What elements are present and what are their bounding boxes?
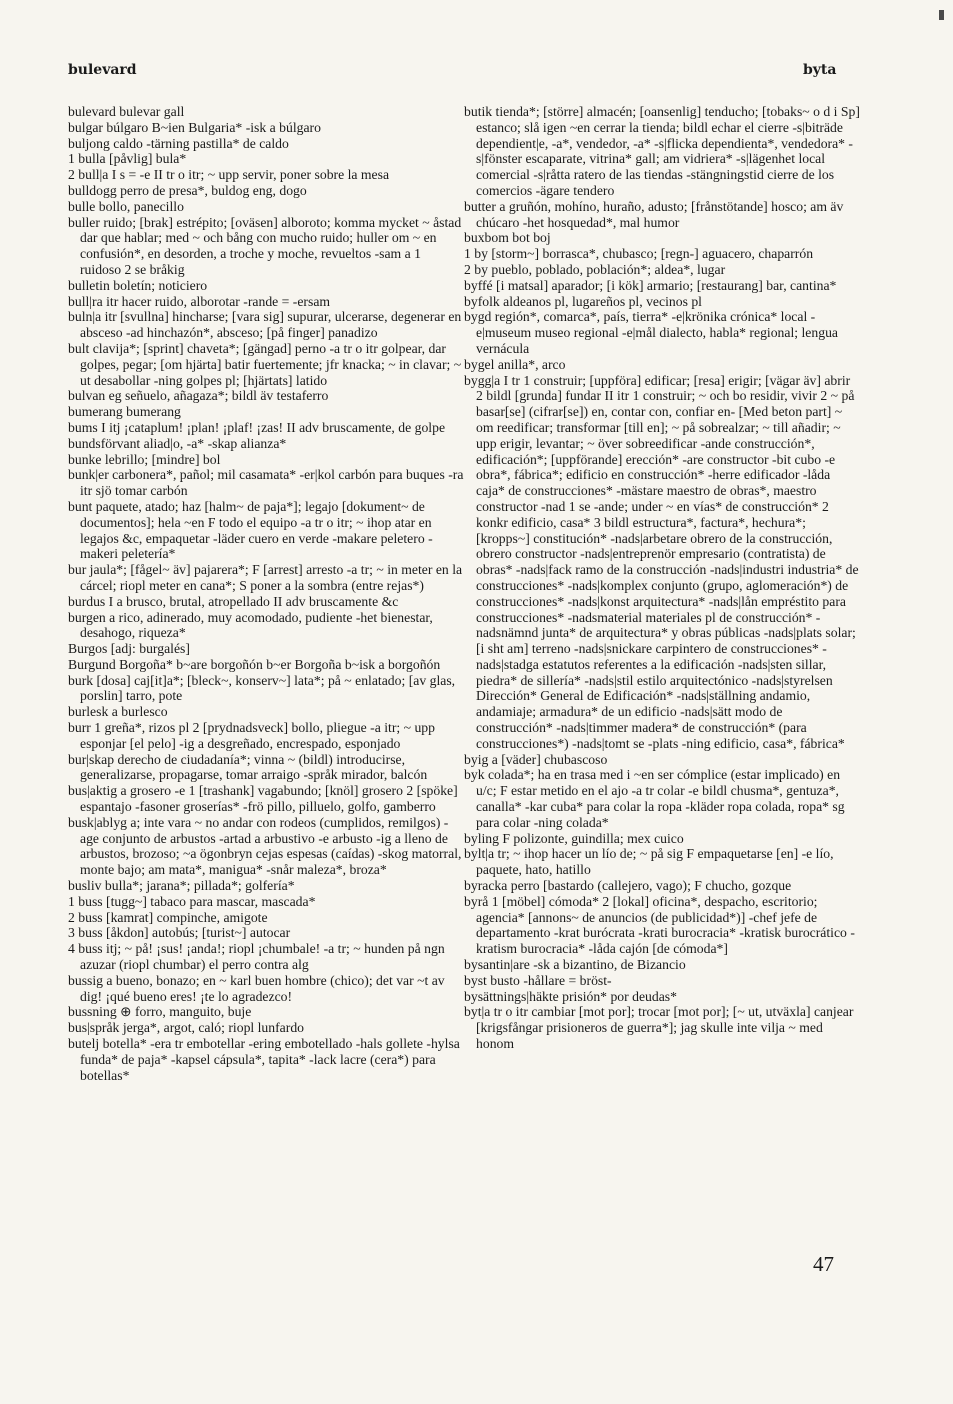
dictionary-entry: buljong caldo -tärning pastilla* de caldo bbox=[68, 135, 289, 151]
dictionary-entry: bulvan eg señuelo, añagaza*; bildl äv testaferro bbox=[68, 388, 329, 404]
dictionary-entry: Burgos [adj: burgalés] bbox=[68, 641, 190, 657]
dictionary-entry: bussig a bueno, bonazo; en ~ karl buen hombre (chico); det var ~t av dig! ¡qué bueno eres! ¡te lo agradezco! bbox=[68, 972, 445, 1004]
dictionary-entry: bulldogg perro de presa*, buldog eng, dogo bbox=[68, 182, 307, 198]
dictionary-entry: bysättnings|häkte prisión* por deudas* bbox=[464, 988, 677, 1004]
dictionary-entry: Burgund Borgoña* b~are borgoñón b~er Borgoña b~isk a borgoñón bbox=[68, 656, 441, 672]
right-column bbox=[464, 104, 860, 1052]
dictionary-entry: butelj botella* -era tr embotellar -ering embotellado -hals gollete -hylsa funda* de paja* -kapsel cápsula*, tapita* -lack lacre (cera*) para botellas* bbox=[68, 1036, 460, 1083]
guide-word-right: byta bbox=[803, 62, 837, 78]
dictionary-entry: buxbom bot boj bbox=[464, 230, 551, 246]
dictionary-entry: 1 buss [tugg~] tabaco para mascar, mascada* bbox=[68, 893, 316, 909]
dictionary-entry: burr 1 greña*, rizos pl 2 [prydnadsveck] bollo, pliegue -a itr; ~ upp esponjar [el pelo] -ig a desgreñado, encrespado, esponjado bbox=[68, 720, 435, 751]
dictionary-entry: 1 bulla [påvlig] bula* bbox=[68, 151, 187, 167]
dictionary-entry: bunke lebrillo; [mindre] bol bbox=[68, 451, 221, 467]
dictionary-entry: bulletin boletín; noticiero bbox=[68, 277, 208, 293]
dictionary-entry: bundsförvant aliad|o, -a* -skap alianza* bbox=[68, 435, 287, 451]
dictionary-entry: bulgar búlgaro B~ien Bulgaria* -isk a búlgaro bbox=[68, 119, 321, 135]
dictionary-entry: byracka perro [bastardo (callejero, vago); F chucho, gozque bbox=[464, 878, 792, 894]
dictionary-entry: busliv bulla*; jarana*; pillada*; golfería* bbox=[68, 878, 295, 894]
dictionary-entry: byling F polizonte, guindilla; mex cuico bbox=[464, 830, 684, 846]
dictionary-entry: bulle bollo, panecillo bbox=[68, 198, 184, 214]
dictionary-entry: buller ruido; [brak] estrépito; [oväsen] alboroto; komma mycket ~ åstad dar que hablar; med ~ och bång con mucho ruido; huller om ~ en confusión*, en desorden, a troche y moche, revueltos -sam a 1 ruidoso 2 se bråkig bbox=[68, 214, 462, 277]
dictionary-entry: bylt|a tr; ~ ihop hacer un lío de; ~ på sig F empaquetarse [en] -e lío, paquete, hato, hatillo bbox=[464, 846, 834, 878]
dictionary-entry: byffé [i matsal] aparador; [i kök] armario; [restaurang] bar, cantina* bbox=[464, 277, 837, 293]
edge-mark bbox=[939, 10, 944, 20]
dictionary-entry: bur|skap derecho de ciudadanía*; vinna ~ (bildl) introducirse, generalizarse, propagarse, tomar arraigo -språk mirador, balcón bbox=[68, 751, 428, 783]
dictionary-entry: bunk|er carbonera*, pañol; mil casamata* -er|kol carbón para buques -ra itr sjö tomar carbón bbox=[68, 467, 464, 499]
dictionary-entry: byfolk aldeanos pl, lugareños pl, vecinos pl bbox=[464, 293, 702, 309]
dictionary-entry: bus|språk jerga*, argot, caló; riopl lunfardo bbox=[68, 1020, 305, 1036]
dictionary-entry: bygg|a I tr 1 construir; [uppföra] edificar; [resa] erigir; [vägar äv] abrir 2 bildl [grunda] fundar II itr 1 construir; ~ och bo residir, vivir 2 ~ på basar[se] (cifrar[se]) en, contar con, confiar en- [Med beton part] ~ om reedificar; transformar [till en]; ~ på sobrealzar; ~ till añadir; ~ upp erigir, levantar; ~ över sobreedificar -ande construcción*, edificación*; [uppförande] erección* -are constructor -bit cubo -e obra*, fábrica*; edificio en construcción* -herre edificador -låda caja* de construcciones* -mästare maestro de obras*, maestro constructor -nad 1 se -ande; under ~ en vías* de construcción* 2 konkr edificio, casa* 3 bildl estructura*, factura*, hechura*; [kropps~] constitución* -nads|arbetare obrero de la construcción, obrero constructor -nads|entreprenör empresario (contratista) de obras* -nads|fack ramo de la construcción -nads|industri industria* de construcciones* -nads|komplex conjunto (grupo, aglomeración*) de construcciones* -nads|konst arquitectura* -nads|lån empréstito para construcciones* -nadsmaterial materiales pl de construcción* -nadsnämnd junta* de arquitectura* y obras públicas -nads|plats solar; [i sht am] terreno -nads|snickare carpintero de construcciones* -nads|stadga estatutos referentes a la edificación -nads|sten sillar, piedra* de sillería* -nads|stil estilo arquitectónico -nads|styrelsen Dirección* General de Edificación* -nads|ställning andamio, andamiaje; armadura* de un edificio -nads|sätt modo de construcción* -nads|timmer madera* de construcción* (para construcciones*) -nads|tomt se -plats -ning edificio, casa*, fábrica* bbox=[464, 372, 859, 751]
dictionary-entry: bur jaula*; [fågel~ äv] pajarera*; F [arrest] arresto -a tr; ~ in meter en la cárcel; riopl meter en cana*; S poner a la sombra (entre rejas*) bbox=[68, 562, 463, 593]
dictionary-entry: 2 buss [kamrat] compinche, amigote bbox=[68, 909, 268, 925]
dictionary-entry: bygd región*, comarca*, país, tierra* -e|krönika crónica* local -e|museum museo regional -e|mål dialecto, habla* regional; lengua vernácula bbox=[464, 309, 838, 356]
dictionary-entry: burk [dosa] caj[it]a*; [bleck~, konserv~] lata*; på ~ enlatado; [av glas, porslin] tarro, pote bbox=[68, 672, 456, 704]
dictionary-entry: byt|a tr o itr cambiar [mot por]; trocar [mot por]; [~ ut, utväxla] canjear [krigsfångar prisioneros de guerra*]; jag skulle inte vilja ~ med honom bbox=[464, 1004, 854, 1052]
dictionary-entry: byst busto -hållare = bröst- bbox=[464, 972, 612, 988]
dictionary-entry: butik tienda*; [större] almacén; [oansenlig] tenducho; [tobaks~ o d i Sp] estanco; slå igen ~en cerrar la tienda; bildl echar el cierre -s|biträde dependient|e, -a*, vendedor, -a* -s|flicka dependienta*, vendedora* -s|fönster escaparate, vitrina* gall; am vidriera* -s|lägenhet local comercial -s|råtta ratero de las tiendas -stängningstid cierre de los comercios -ägare tendero bbox=[464, 104, 860, 198]
dictionary-entry: burdus I a brusco, brutal, atropellado II adv bruscamente &c bbox=[68, 593, 399, 609]
dictionary-entry: bult clavija*; [sprint] chaveta*; [gängad] perno -a tr o itr golpear, dar golpes, pegar; [om hjärta] batir fuertemente; jfr knacka; ~ in clavar; ~ ut desabollar -ning golpes pl; [hjärtats] latido bbox=[68, 340, 462, 388]
dictionary-entry: buln|a itr [svullna] hincharse; [vara sig] supurar, ulcerarse, degenerar en absceso -ad hinchazón*, absceso; [på finger] panadizo bbox=[68, 309, 462, 341]
dictionary-entry: bysantin|are -sk a bizantino, de Bizancio bbox=[464, 957, 686, 973]
dictionary-entry: bussning ⊕ forro, manguito, buje bbox=[68, 1004, 252, 1020]
dictionary-entry: bygel anilla*, arco bbox=[464, 356, 566, 372]
guide-word-left: bulevard bbox=[68, 62, 137, 78]
dictionary-entry: 2 bull|a I s = -e II tr o itr; ~ upp servir, poner sobre la mesa bbox=[68, 167, 390, 183]
dictionary-entry: byig a [väder] chubascoso bbox=[464, 751, 608, 767]
dictionary-entry: bus|aktig a grosero -e 1 [trashank] vagabundo; [knöl] grosero 2 [spöke] espantajo -fasoner groserías* -frö pillo, pilluelo, golfo, gamberro bbox=[68, 783, 458, 815]
dictionary-entry: bumerang bumerang bbox=[68, 404, 181, 420]
dictionary-entry: bull|ra itr hacer ruido, alborotar -rande = -ersam bbox=[68, 293, 331, 309]
left-column bbox=[68, 104, 464, 1083]
dictionary-entry: bums I itj ¡cataplum! ¡plan! ¡plaf! ¡zas! II adv bruscamente, de golpe bbox=[68, 419, 446, 435]
dictionary-entry: burgen a rico, adinerado, muy acomodado, pudiente -het bienestar, desahogo, riqueza* bbox=[68, 609, 433, 641]
dictionary-entry: burlesk a burlesco bbox=[68, 704, 168, 720]
dictionary-entry: busk|ablyg a; inte vara ~ no andar con rodeos (cumplidos, remilgos) -age conjunto de arbustos -artad a arbustivo -e arbusto -ig a lleno de arbustos, brozoso; ~a ögonbryn cejas espesas (caídas) -skog matorral, monte bajo; am mata*, manigua* -snår maleza*, broza* bbox=[68, 814, 462, 878]
dictionary-entry: bunt paquete, atado; haz [halm~ de paja*]; legajo [dokument~ de documentos]; hela ~en F todo el equipo -a tr o itr; ~ ihop atar en legajos &c, empaquetar -läder cuero en verde -makare peletero -makeri peletería* bbox=[68, 498, 433, 562]
dictionary-entry: 2 by pueblo, poblado, población*; aldea*, lugar bbox=[464, 261, 726, 277]
dictionary-entry: byrå 1 [möbel] cómoda* 2 [lokal] oficina*, despacho, escritorio; agencia* [annons~ de anuncios (de publicidad*)] -chef jefe de departamento -krat burócrata -krati burocracia* -kratisk burocrático -kratism burocracia* -låda cajón [de cómoda*] bbox=[464, 893, 855, 957]
dictionary-entry: byk colada*; ha en trasa med i ~en ser cómplice (estar implicado) en u/c; F estar metido en el ajo -a tr colar -e bildl chusma*, gentuza*, canalla* -kar cuba* para colar la ropa -kläder ropa colada, ropa* sg para colar -ning colada* bbox=[464, 767, 845, 830]
page-number: 47 bbox=[813, 1252, 834, 1276]
dictionary-entry: bulevard bulevar gall bbox=[68, 104, 185, 119]
dictionary-entry: 3 buss [åkdon] autobús; [turist~] autocar bbox=[68, 925, 291, 941]
dictionary-entry: 1 by [storm~] borrasca*, chubasco; [regn-] aguacero, chaparrón bbox=[464, 246, 814, 262]
dictionary-entry: butter a gruñón, mohíno, huraño, adusto; [frånstötande] hosco; am äv chúcaro -het hosquedad*, mal humor bbox=[464, 198, 844, 230]
dictionary-entry: 4 buss itj; ~ på! ¡sus! ¡anda!; riopl ¡chumbale! -a tr; ~ hunden på ngn azuzar (riopl chumbar) el perro contra alg bbox=[68, 941, 445, 973]
